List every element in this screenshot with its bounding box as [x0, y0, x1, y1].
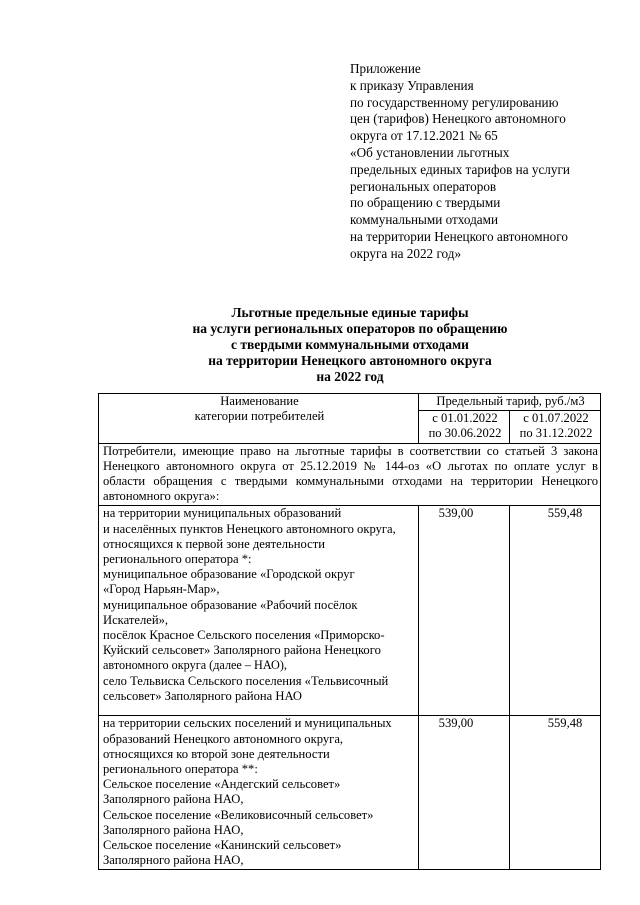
- category-line: Заполярного района НАО,: [103, 853, 244, 868]
- tariff-value-period-1: 539,00: [419, 506, 510, 716]
- tariff-value-period-2: 559,48: [510, 506, 601, 716]
- category-line: муниципальное образование «Городской округ: [103, 567, 355, 582]
- appendix-line: по обращению с твердыми: [350, 195, 501, 211]
- title-line: с твердыми коммунальными отходами: [231, 337, 469, 352]
- category-line: село Тельвиска Сельского поселения «Тельвисочный: [103, 673, 389, 688]
- category-header-cell: [99, 394, 419, 444]
- appendix-line: на территории Ненецкого автономного: [350, 228, 568, 244]
- category-line: Искателей»,: [103, 612, 169, 627]
- category-line: образований Ненецкого автономного округа,: [103, 731, 344, 746]
- appendix-line: региональных операторов: [350, 178, 497, 194]
- period-line: с 01.01.2022: [432, 411, 498, 426]
- category-line: Заполярного района НАО,: [103, 792, 244, 807]
- appendix-line: по государственному регулированию: [350, 94, 559, 110]
- category-line: автономного округа (далее – НАО),: [103, 658, 287, 673]
- category-line: Куйский сельсовет» Заполярного района Ненецкого: [103, 643, 381, 658]
- table-row: [99, 716, 601, 870]
- title-line: на 2022 год: [316, 369, 384, 384]
- category-cell: [99, 716, 419, 870]
- period-line: по 31.12.2022: [519, 426, 593, 441]
- period-line: с 01.07.2022: [523, 411, 589, 426]
- intro-cell: Потребители, имеющие право на льготные тарифы в соответствии со статьей 3 закона Ненецкого автономного округа от 25.12.2019 № 144-оз «О льготах по оплате услуг в области обращения с твердыми коммунальными отходами на территории Ненецкого автономного округа»:: [99, 443, 601, 506]
- tariff-header-cell: Предельный тариф, руб./м3: [419, 394, 601, 411]
- category-line: сельсовет» Заполярного района НАО: [103, 688, 303, 703]
- category-line: Заполярного района НАО,: [103, 822, 244, 837]
- tariff-value-period-1: 539,00: [419, 716, 510, 870]
- category-line: на территории сельских поселений и муниципальных: [103, 716, 392, 731]
- category-line: относящихся ко второй зоне деятельности: [103, 746, 330, 761]
- title-line: на услуги региональных операторов по обращению: [192, 321, 508, 336]
- category-line: регионального оператора **:: [103, 762, 258, 777]
- category-line: Сельское поселение «Андегский сельсовет»: [103, 777, 341, 792]
- category-line: относящихся к первой зоне деятельности: [103, 536, 325, 551]
- category-line: «Город Нарьян-Мар»,: [103, 582, 220, 597]
- table-row: [99, 443, 601, 506]
- appendix-line: к приказу Управления: [350, 77, 474, 93]
- appendix-line: «Об установлении льготных: [350, 144, 510, 160]
- appendix-block: [350, 61, 612, 263]
- table-row: [99, 506, 601, 716]
- appendix-line: округа от 17.12.2021 № 65: [350, 128, 498, 144]
- appendix-line: округа на 2022 год»: [350, 245, 462, 261]
- category-line: регионального оператора *:: [103, 552, 252, 567]
- document-title: [100, 305, 600, 385]
- table-header-row: [99, 394, 601, 411]
- category-line: муниципальное образование «Рабочий посёлок: [103, 597, 358, 612]
- category-header-line: категории потребителей: [194, 409, 325, 424]
- category-header-line: Наименование: [220, 394, 299, 408]
- period-1-header-cell: [419, 411, 510, 443]
- title-line: на территории Ненецкого автономного округа: [208, 353, 492, 368]
- category-line: Сельское поселение «Канинский сельсовет»: [103, 838, 342, 853]
- title-line: Льготные предельные единые тарифы: [231, 305, 469, 320]
- category-line: на территории муниципальных образований: [103, 506, 342, 521]
- appendix-line: Приложение: [350, 61, 421, 76]
- category-line: и населённых пунктов Ненецкого автономного округа,: [103, 521, 396, 536]
- period-2-header-cell: [510, 411, 601, 443]
- category-cell: [99, 506, 419, 716]
- tariff-value-period-2: 559,48: [510, 716, 601, 870]
- tariff-table: [98, 393, 601, 870]
- category-line: посёлок Красное Сельского поселения «Приморско-: [103, 628, 385, 643]
- category-line: Сельское поселение «Великовисочный сельсовет»: [103, 807, 374, 822]
- appendix-line: цен (тарифов) Ненецкого автономного: [350, 111, 566, 127]
- period-line: по 30.06.2022: [428, 426, 502, 441]
- appendix-line: коммунальными отходами: [350, 212, 499, 228]
- appendix-line: предельных единых тарифов на услуги: [350, 161, 570, 177]
